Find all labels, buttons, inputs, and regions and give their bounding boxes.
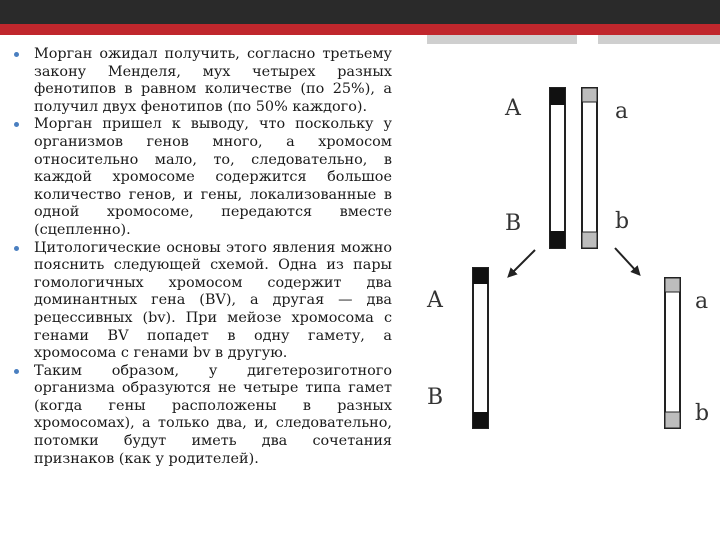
- arrow-left-icon: [510, 250, 535, 275]
- slide-accent-bar: [0, 24, 720, 35]
- gene-A-band: [550, 88, 565, 105]
- gene-a-band: [665, 278, 680, 292]
- gene-b-band: [582, 232, 597, 248]
- label-A: A: [427, 288, 443, 313]
- slide-decor-tab: [598, 35, 720, 44]
- slide-text-body: [12, 46, 392, 468]
- slide-decor-tab: [427, 35, 577, 44]
- bullet-item: [12, 240, 392, 363]
- gene-B-band: [473, 412, 488, 428]
- bullet-dot-icon: [14, 52, 19, 57]
- label-b: b: [695, 401, 710, 426]
- bullet-dot-icon: [14, 369, 19, 374]
- bullet-dot-icon: [14, 122, 19, 127]
- label-a: a: [615, 99, 629, 124]
- bullet-item: [12, 363, 392, 469]
- gene-a-band: [582, 88, 597, 102]
- bullet-text: Таким образом, у дигетерозиготного организма образуются не четыре типа гамет (когда гены расположены в разных хромосомах), а только два, и, следовательно, потомки будут иметь два сочетания признаков (как у родителей).: [34, 362, 392, 467]
- gene-B-band: [550, 231, 565, 248]
- bullet-text: Морган ожидал получить, согласно третьему закону Менделя, мух четырех разных фенотипов в равном количестве (по 25%), а получил двух фенотипов (по 50% каждого).: [34, 46, 392, 115]
- bullet-item: [12, 46, 392, 116]
- chromosome-diagram: [410, 60, 720, 450]
- label-a: a: [695, 289, 709, 314]
- bullet-text: Цитологические основы этого явления можно пояснить следующей схемой. Одна из пары гомологичных хромосом содержит два доминантных гена (BV), а другая — два рецессивных (bv). При мейозе хромосома с генами BV попадет в одну гамету, а хромосома с генами bv в другую.: [34, 239, 392, 362]
- parent-chromosome-dominant: [550, 88, 565, 248]
- gene-b-band: [665, 412, 680, 428]
- parent-chromosome-recessive: [582, 88, 597, 248]
- gamete-chromosome-dominant: [473, 268, 488, 428]
- bullet-text: Морган пришел к выводу, что поскольку у организмов генов много, а хромосом относительно мало, то, следовательно, в каждой хромосоме содержится большое количество генов, и гены, локализованные в одной хромосоме, передаются вместе (сцепленно).: [34, 116, 392, 238]
- gene-A-band: [473, 268, 488, 284]
- gamete-chromosome-recessive: [665, 278, 680, 428]
- bullet-item: [12, 116, 392, 239]
- label-B: B: [505, 211, 522, 236]
- bullet-dot-icon: [14, 246, 19, 251]
- label-b: b: [615, 209, 630, 234]
- arrow-right-icon: [615, 248, 638, 273]
- slide-top-bar: [0, 0, 720, 24]
- label-B: B: [427, 385, 444, 410]
- label-A: A: [505, 96, 521, 121]
